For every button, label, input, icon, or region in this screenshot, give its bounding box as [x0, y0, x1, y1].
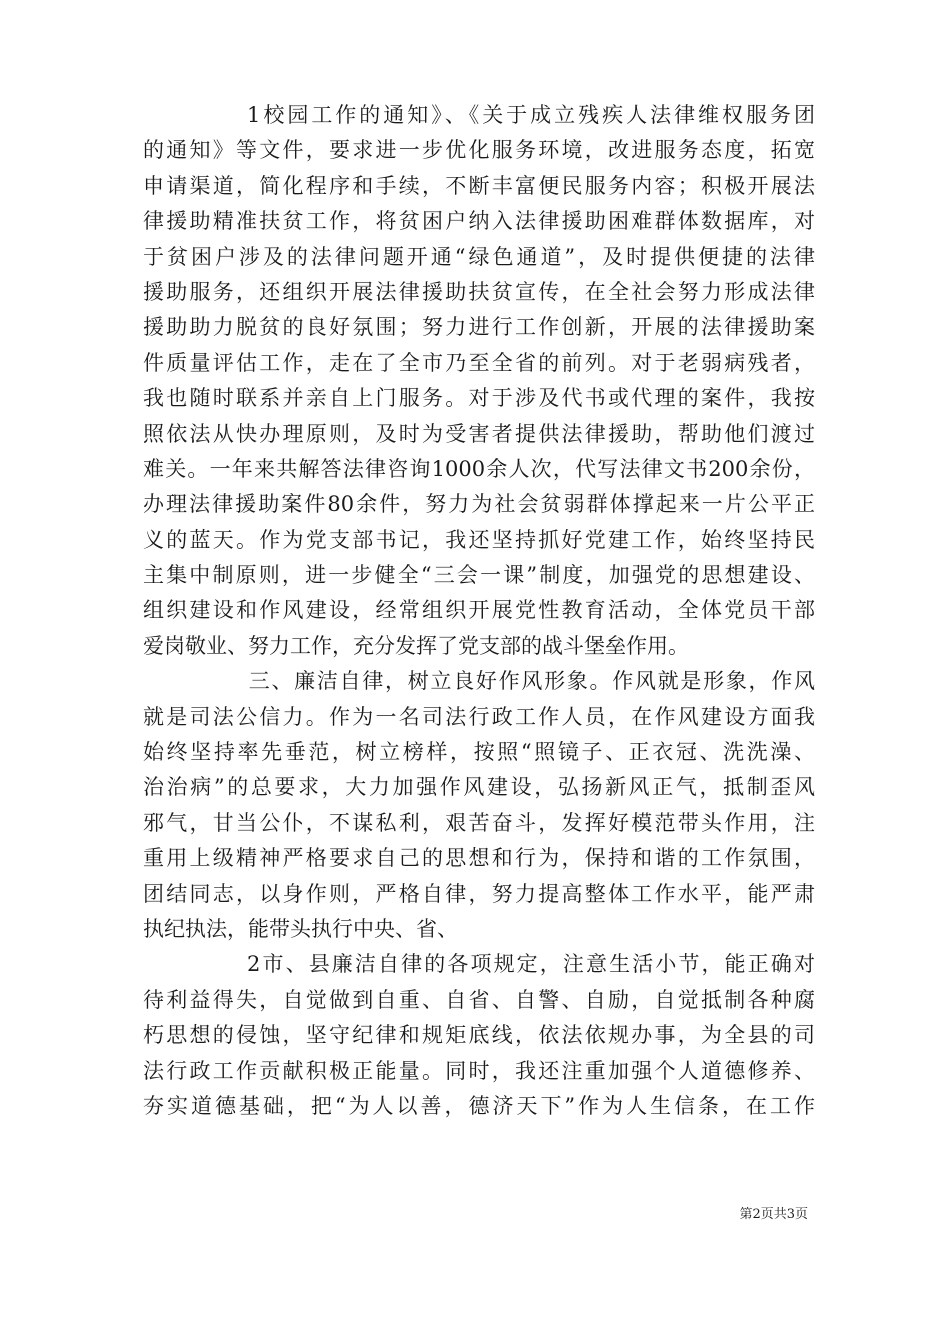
text-line: 申请渠道，简化程序和手续，不断丰富便民服务内容；积极开展法	[143, 173, 815, 198]
text-line: 法行政工作贡献积极正能量。同时，我还注重加强个人道德修养、	[143, 1058, 815, 1083]
text-line: 难关。一年来共解答法律咨询1000余人次，代写法律文书200余份，	[143, 456, 815, 481]
page-number-footer: 第2页共3页	[739, 1207, 808, 1222]
text-line: 重用上级精神严格要求自己的思想和行为，保持和谐的工作氛围，	[143, 846, 815, 871]
text-line: 援助助力脱贫的良好氛围；努力进行工作创新，开展的法律援助案	[143, 315, 815, 340]
text-line: 律援助精准扶贫工作，将贫困户纳入法律援助困难群体数据库，对	[143, 209, 815, 234]
text-line: 援助服务，还组织开展法律援助扶贫宣传，在全社会努力形成法律	[143, 279, 815, 304]
text-line: 就是司法公信力。作为一名司法行政工作人员，在作风建设方面我	[143, 704, 815, 729]
text-line: 朽思想的侵蚀，坚守纪律和规矩底线，依法依规办事，为全县的司	[143, 1023, 815, 1048]
text-line: 我也随时联系并亲自上门服务。对于涉及代书或代理的案件，我按	[143, 386, 815, 411]
text-line: 待利益得失，自觉做到自重、自省、自警、自励，自觉抵制各种腐	[143, 987, 815, 1012]
text-line: 三、廉洁自律，树立良好作风形象。作风就是形象，作风	[247, 669, 815, 694]
text-line: 始终坚持率先垂范，树立榜样，按照“照镜子、正衣冠、洗洗澡、	[143, 740, 815, 765]
text-line: 件质量评估工作，走在了全市乃至全省的前列。对于老弱病残者，	[143, 350, 815, 375]
text-line: 的通知》等文件，要求进一步优化服务环境，改进服务态度，拓宽	[143, 138, 815, 163]
paragraph-legal-aid	[143, 98, 815, 664]
text-line: 爱岗敬业、努力工作，充分发挥了党支部的战斗堡垒作用。	[143, 633, 689, 658]
text-line: 邪气，甘当公仆，不谋私利，艰苦奋斗，发挥好模范带头作用，注	[143, 810, 815, 835]
text-line: 执纪执法，能带头执行中央、省、	[143, 916, 458, 941]
text-line: 义的蓝天。作为党支部书记，我还坚持抓好党建工作，始终坚持民	[143, 527, 815, 552]
text-line: 夯实道德基础，把“为人以善，德济天下”作为人生信条，在工作	[143, 1093, 815, 1118]
paragraph-self-discipline	[143, 947, 815, 1124]
text-line: 组织建设和作风建设，经常组织开展党性教育活动，全体党员干部	[143, 598, 815, 623]
text-line: 主集中制原则，进一步健全“三会一课”制度，加强党的思想建设、	[143, 563, 815, 588]
text-line: 团结同志，以身作则，严格自律，努力提高整体工作水平，能严肃	[143, 881, 815, 906]
text-line: 治治病”的总要求，大力加强作风建设，弘扬新风正气，抵制歪风	[143, 775, 815, 800]
text-line: 于贫困户涉及的法律问题开通“绿色通道”，及时提供便捷的法律	[143, 244, 815, 269]
document-body	[143, 98, 815, 1124]
text-line: 照依法从快办理原则，及时为受害者提供法律援助，帮助他们渡过	[143, 421, 815, 446]
text-line: 办理法律援助案件80余件，努力为社会贫弱群体撑起来一片公平正	[143, 492, 815, 517]
text-line: 2市、县廉洁自律的各项规定，注意生活小节，能正确对	[247, 952, 815, 977]
text-line: 1校园工作的通知》、《关于成立残疾人法律维权服务团	[247, 103, 815, 127]
paragraph-integrity-section	[143, 664, 815, 947]
